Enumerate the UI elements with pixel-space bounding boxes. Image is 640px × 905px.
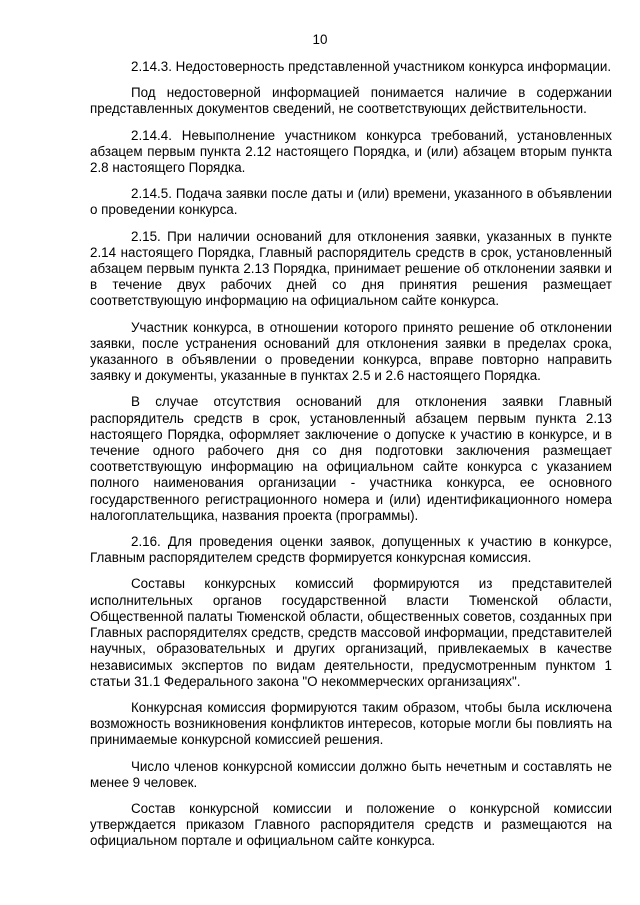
paragraph-commission-composition: Составы конкурсных комиссий формируются из представителей исполнительных органов государственной власти Тюменской области, Общественной палаты Тюменской области, общественных советов, созданных при Главных распорядителях средств, средств массовой информации, представителей научных, образовательных и других организаций, привлекаемых в качестве независимых экспертов по видам деятельности, предусмотренным пунктом 1 статьи 31.1 Федерального закона "О некоммерческих организациях".: [90, 576, 612, 689]
paragraph-approval: Состав конкурсной комиссии и положение о конкурсной комиссии утверждается приказом Главного распорядителя средств и размещаются на официальном портале и официальном сайте конкурса.: [90, 800, 612, 849]
paragraph-2-14-5: 2.14.5. Подача заявки после даты и (или) времени, указанного в объявлении о проведении конкурса.: [90, 186, 612, 218]
paragraph-2-16: 2.16. Для проведения оценки заявок, допущенных к участию в конкурсе, Главным распорядителем средств формируется конкурсная комиссия.: [90, 534, 612, 566]
document-body: [90, 59, 612, 860]
paragraph-2-14-4: 2.14.4. Невыполнение участником конкурса требований, установленных абзацем первым пункта 2.12 настоящего Порядка, и (или) абзацем вторым пункта 2.8 настоящего Порядка.: [90, 127, 612, 176]
paragraph-member-count: Число членов конкурсной комиссии должно быть нечетным и составлять не менее 9 человек.: [90, 758, 612, 790]
paragraph-resubmission: Участник конкурса, в отношении которого принято решение об отклонении заявки, после устранения оснований для отклонения заявки в пределах срока, указанного в объявлении о проведении конкурса, вправе повторно направить заявку и документы, указанные в пунктах 2.5 и 2.6 настоящего Порядка.: [90, 319, 612, 384]
paragraph-2-15: 2.15. При наличии оснований для отклонения заявки, указанных в пункте 2.14 настоящего Порядка, Главный распорядитель средств в срок, установленный абзацем первым пункта 2.13 Порядка, принимает решение об отклонении заявки и в течение двух рабочих дней со дня принятия решения размещает соответствующую информацию на официальном сайте конкурса.: [90, 228, 612, 309]
paragraph-admission: В случае отсутствия оснований для отклонения заявки Главный распорядитель средств в срок, установленный абзацем первым пункта 2.13 настоящего Порядка, оформляет заключение о допуске к участию в конкурсе, и в течение одного рабочего дня со дня подготовки заключения размещает соответствующую информацию на официальном сайте конкурса с указанием полного наименования организации - участника конкурса, ее основного государственного регистрационного номера и (или) идентификационного номера налогоплательщика, названия проекта (программы).: [90, 394, 612, 523]
paragraph-unreliable-info: Под недостоверной информацией понимается наличие в содержании представленных документов сведений, не соответствующих действительности.: [90, 85, 612, 117]
paragraph-2-14-3: 2.14.3. Недостоверность представленной участником конкурса информации.: [131, 59, 612, 74]
page-number: 10: [312, 32, 328, 47]
paragraph-conflict-of-interest: Конкурсная комиссия формируются таким образом, чтобы была исключена возможность возникновения конфликтов интересов, которые могли бы повлиять на принимаемые конкурсной комиссией решения.: [90, 699, 612, 748]
